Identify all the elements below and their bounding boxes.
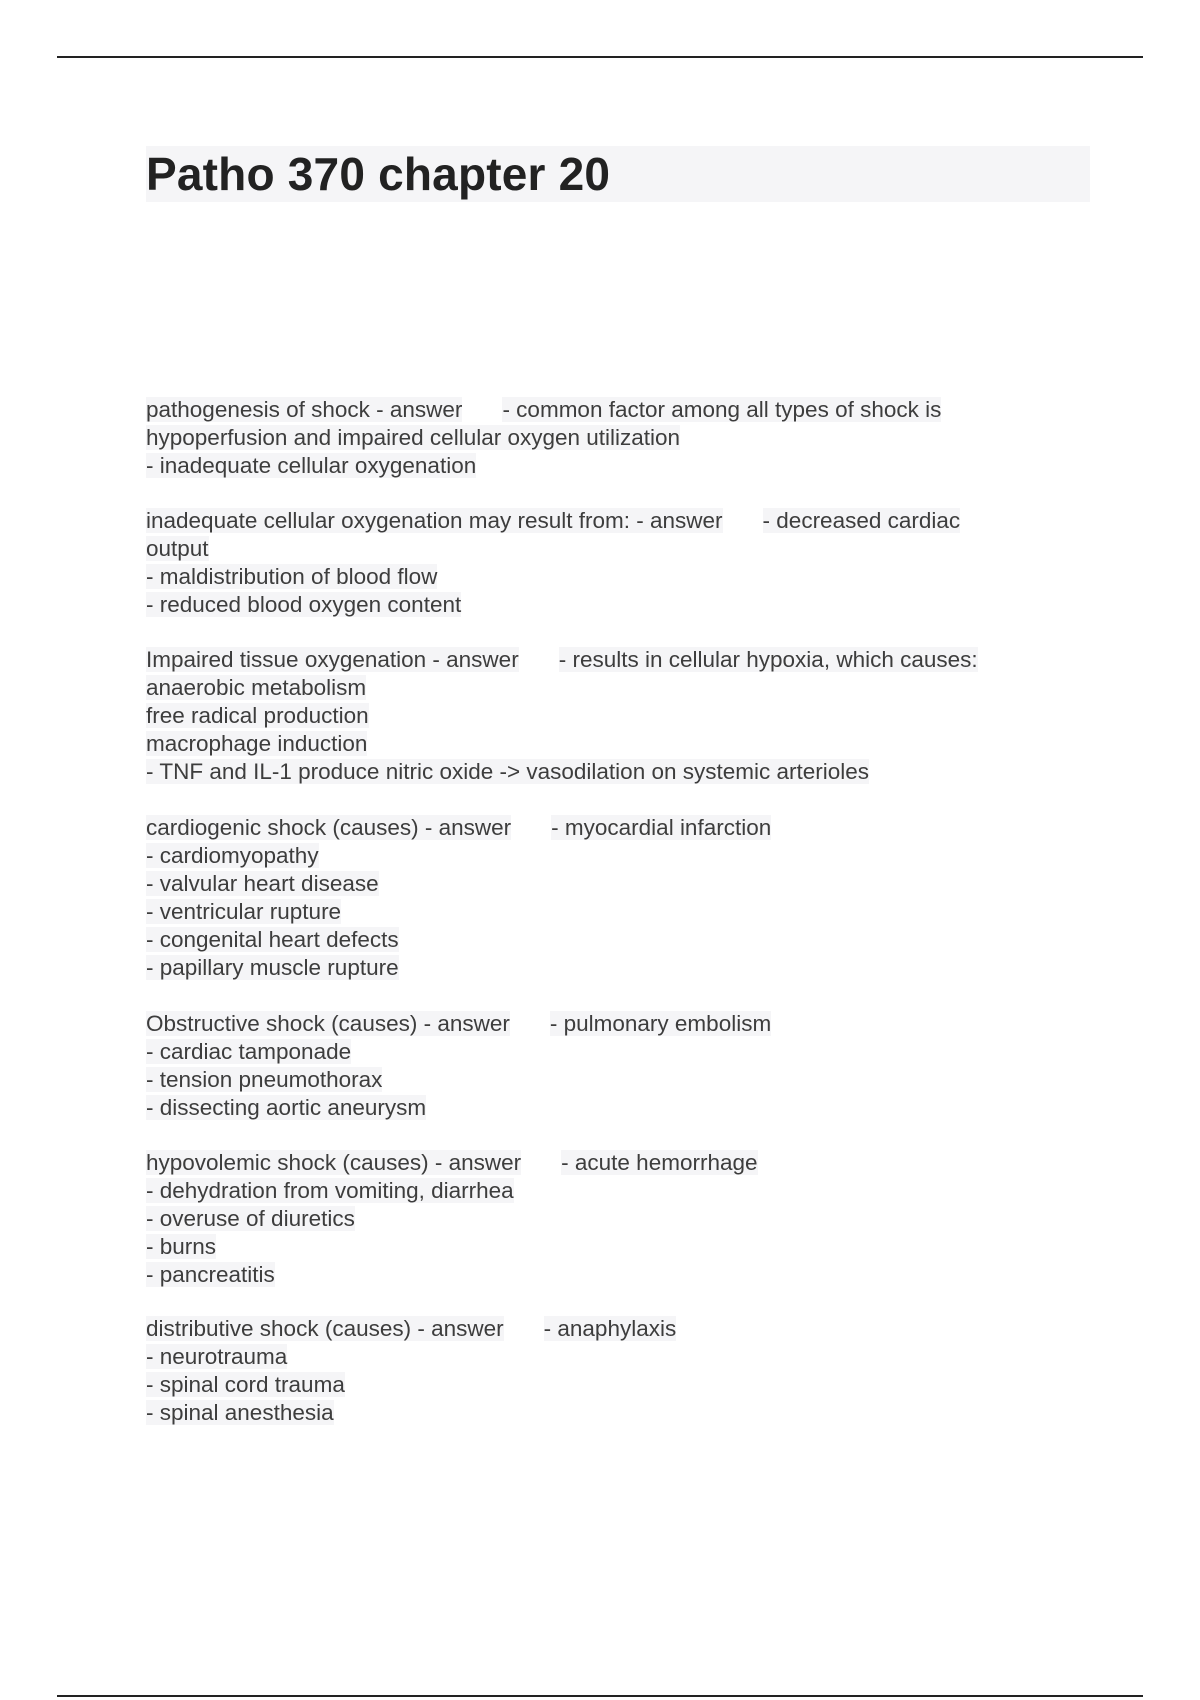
page-title: Patho 370 chapter 20 (146, 148, 611, 200)
card-term: Obstructive shock (causes) - answer (146, 1011, 510, 1036)
card-term: distributive shock (causes) - answer (146, 1316, 504, 1341)
card-first-line (146, 1315, 1046, 1343)
card-answer: - decreased cardiac (762, 508, 961, 533)
card-term: cardiogenic shock (causes) - answer (146, 815, 512, 840)
flashcard (146, 1010, 1046, 1122)
card-answer-line: - dehydration from vomiting, diarrhea (146, 1178, 514, 1203)
flashcard (146, 507, 1046, 619)
card-answer-line: - TNF and IL-1 produce nitric oxide -> vasodilation on systemic arterioles (146, 759, 870, 784)
card-answer-line: - congenital heart defects (146, 927, 399, 952)
card-answer-line: - inadequate cellular oxygenation (146, 453, 477, 478)
card-first-line (146, 1010, 1046, 1038)
card-answer-line: - burns (146, 1234, 217, 1259)
card-answer: - pulmonary embolism (549, 1011, 772, 1036)
card-first-line (146, 814, 1046, 842)
card-answer-line: - cardiomyopathy (146, 843, 319, 868)
flashcard (146, 1149, 1046, 1289)
flashcard (146, 646, 1046, 786)
card-first-line (146, 646, 1046, 674)
card-answer-line: hypoperfusion and impaired cellular oxygen utilization (146, 425, 681, 450)
card-term: hypovolemic shock (causes) - answer (146, 1150, 522, 1175)
card-answer-line: output (146, 536, 209, 561)
card-answer: - common factor among all types of shock is (502, 397, 942, 422)
card-answer-line: - tension pneumothorax (146, 1067, 383, 1092)
card-answer-line: - maldistribution of blood flow (146, 564, 438, 589)
card-answer-line: free radical production (146, 703, 369, 728)
card-answer-line: - papillary muscle rupture (146, 955, 399, 980)
card-term: inadequate cellular oxygenation may result from: - answer (146, 508, 723, 533)
card-answer-line: - ventricular rupture (146, 899, 342, 924)
top-divider (57, 56, 1143, 58)
card-answer: - results in cellular hypoxia, which causes: (558, 647, 978, 672)
card-answer: - anaphylaxis (543, 1316, 677, 1341)
card-answer-line: - overuse of diuretics (146, 1206, 355, 1231)
card-first-line (146, 1149, 1046, 1177)
flashcard (146, 1315, 1046, 1427)
bottom-divider (57, 1695, 1143, 1697)
card-answer-line: - valvular heart disease (146, 871, 379, 896)
flashcard (146, 396, 1046, 480)
card-answer-line: macrophage induction (146, 731, 368, 756)
card-answer-line: - spinal anesthesia (146, 1400, 334, 1425)
card-answer: - acute hemorrhage (561, 1150, 758, 1175)
card-answer: - myocardial infarction (551, 815, 772, 840)
card-term: Impaired tissue oxygenation - answer (146, 647, 519, 672)
card-answer-line: - reduced blood oxygen content (146, 592, 462, 617)
card-answer-line: - cardiac tamponade (146, 1039, 352, 1064)
card-answer-line: - spinal cord trauma (146, 1372, 345, 1397)
flashcard (146, 814, 1046, 982)
card-first-line (146, 507, 1046, 535)
card-answer-line: anaerobic metabolism (146, 675, 367, 700)
card-term: pathogenesis of shock - answer (146, 397, 463, 422)
card-answer-line: - pancreatitis (146, 1262, 275, 1287)
card-answer-line: - dissecting aortic aneurysm (146, 1095, 427, 1120)
card-answer-line: - neurotrauma (146, 1344, 288, 1369)
card-first-line (146, 396, 1046, 424)
